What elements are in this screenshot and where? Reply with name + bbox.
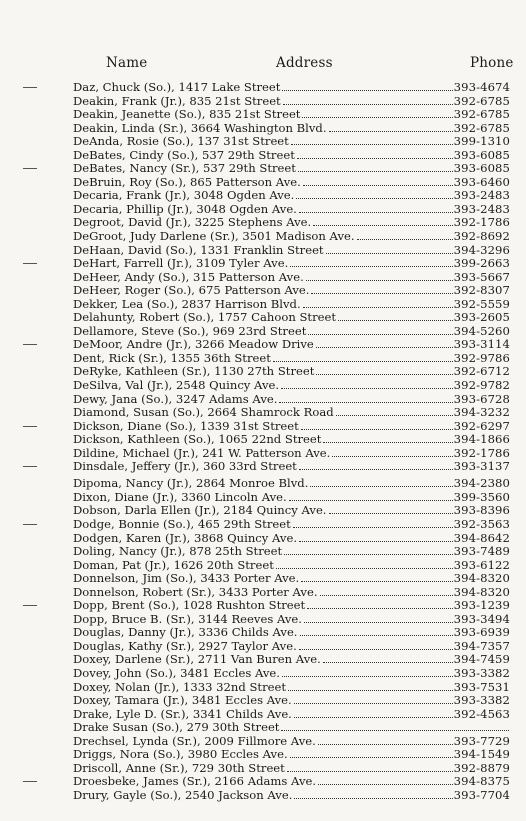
entry-name-address: Dickson, Diane (So.), 1339 31st Street — [73, 418, 299, 433]
entry-name-address: Donnelson, Robert (Sr.), 3433 Porter Ave. — [73, 584, 318, 599]
entry-name-address: Dodge, Bonnie (So.), 465 29th Street — [73, 517, 291, 531]
directory-entry — [73, 572, 510, 586]
dot-leader — [279, 402, 452, 403]
entry-phone: 394-8375 — [453, 774, 510, 789]
dot-leader — [282, 676, 453, 677]
directory-entry — [73, 667, 510, 681]
entry-name-address: Douglas, Danny (Jr.), 3336 Childs Ave. — [73, 625, 298, 640]
directory-entry — [73, 379, 510, 393]
entry-name-address: DeHeer, Roger (So.), 675 Patterson Ave. — [73, 283, 310, 298]
entry-name-address: Decaria, Frank (Jr.), 3048 Ogden Ave. — [73, 188, 295, 203]
dot-leader — [304, 622, 453, 623]
dot-leader — [299, 649, 453, 650]
entry-phone: 394-8642 — [453, 530, 510, 545]
directory-entry — [73, 433, 510, 447]
dot-leader — [276, 568, 453, 569]
entry-phone: 393-7489 — [453, 544, 510, 559]
dot-leader — [300, 635, 453, 636]
entry-name-address: Doxey, Tamara (Jr.), 3481 Eccles Ave. — [73, 693, 292, 708]
entry-phone: 392-9786 — [453, 350, 510, 365]
directory-entry — [73, 230, 510, 244]
entry-phone: 392-4563 — [453, 706, 510, 721]
directory-entry — [73, 775, 510, 789]
entry-name-address: DeRyke, Kathleen (Sr.), 1130 27th Street — [73, 364, 315, 379]
entry-name-address: Donnelson, Jim (So.), 3433 Porter Ave. — [73, 571, 300, 586]
dot-leader — [282, 90, 452, 91]
entry-name-address: Driggs, Nora (So.), 3980 Eccles Ave. — [73, 747, 288, 762]
directory-entry — [73, 176, 510, 190]
directory-entry — [73, 203, 510, 217]
dot-leader — [323, 442, 452, 443]
margin-tick-mark — [23, 605, 37, 606]
directory-entry — [73, 271, 510, 285]
entry-phone: 394-5260 — [453, 323, 510, 338]
directory-entry — [73, 352, 510, 366]
entry-phone: 394-7357 — [453, 638, 510, 653]
dot-leader — [338, 320, 453, 321]
entry-name-address: Dent, Rick (Sr.), 1355 36th Street — [73, 350, 271, 365]
directory-entry — [73, 491, 510, 505]
entry-name-address: Dellamore, Steve (So.), 969 23rd Street — [73, 323, 307, 338]
dot-leader — [288, 690, 453, 691]
directory-entry — [73, 162, 510, 176]
directory-entry — [73, 338, 510, 352]
directory-entry — [73, 613, 510, 627]
dot-leader — [297, 158, 453, 159]
directory-entry — [73, 599, 510, 613]
dot-leader — [301, 429, 453, 430]
entry-name-address: DeBates, Nancy (Sr.), 537 29th Street — [73, 161, 296, 176]
entry-name-address: Drechsel, Lynda (Sr.), 2009 Fillmore Ave. — [73, 733, 316, 748]
entry-phone: 394-3232 — [453, 405, 510, 420]
directory-entry — [73, 477, 510, 491]
dot-leader — [281, 730, 509, 731]
entry-phone: 393-2483 — [453, 201, 510, 216]
entry-phone: 392-6712 — [453, 364, 510, 379]
directory-entry — [73, 189, 510, 203]
directory-entry — [73, 298, 510, 312]
dot-leader — [313, 225, 452, 226]
entry-name-address: Drury, Gayle (So.), 2540 Jackson Ave. — [73, 787, 293, 802]
entry-phone: 392-9782 — [453, 378, 510, 393]
dot-leader — [273, 361, 453, 362]
dot-leader — [299, 212, 453, 213]
entry-name-address: Doman, Pat (Jr.), 1626 20th Street — [73, 557, 274, 572]
entry-name-address: Dopp, Bruce B. (Sr.), 3144 Reeves Ave. — [73, 611, 302, 626]
entry-phone: 392-1786 — [453, 215, 510, 230]
margin-tick-mark — [23, 466, 37, 467]
entry-name-address: Douglas, Kathy (Sr.), 2927 Taylor Ave. — [73, 638, 297, 653]
directory-entry — [73, 311, 510, 325]
directory-entry — [73, 406, 510, 420]
entry-phone: 399-1310 — [453, 134, 510, 149]
directory-entry — [73, 284, 510, 298]
directory-entry — [73, 216, 510, 230]
dot-leader — [357, 239, 453, 240]
directory-entry — [73, 586, 510, 600]
column-header-name: Name — [106, 55, 148, 71]
dot-leader — [293, 527, 453, 528]
dot-leader — [307, 608, 452, 609]
directory-entry — [73, 532, 510, 546]
directory-entry — [73, 81, 510, 95]
entry-phone: 393-6085 — [453, 161, 510, 176]
margin-tick-mark — [23, 87, 37, 88]
entry-name-address: DeBates, Cindy (So.), 537 29th Street — [73, 147, 295, 162]
entry-phone: 393-3382 — [453, 693, 510, 708]
dot-leader — [289, 500, 453, 501]
entry-name-address: Dipoma, Nancy (Jr.), 2864 Monroe Blvd. — [73, 476, 309, 491]
directory-entry — [73, 135, 510, 149]
margin-tick-mark — [23, 781, 37, 782]
dot-leader — [329, 513, 453, 514]
entry-name-address: Daz, Chuck (So.), 1417 Lake Street — [73, 80, 281, 94]
entry-phone: 393-2605 — [453, 310, 510, 325]
directory-entry — [73, 244, 510, 258]
column-header-phone: Phone — [470, 55, 514, 71]
dot-leader — [320, 595, 453, 596]
dot-leader — [308, 334, 452, 335]
entry-phone: 393-6460 — [453, 174, 510, 189]
entry-name-address: Dewy, Jana (So.), 3247 Adams Ave. — [73, 391, 278, 406]
directory-entry — [73, 640, 510, 654]
directory-entry — [73, 460, 510, 474]
entry-name-address: Diamond, Susan (So.), 2664 Shamrock Road — [73, 405, 334, 420]
entry-phone: 393-7704 — [453, 787, 510, 802]
margin-tick-mark — [23, 344, 37, 345]
entry-name-address: Deakin, Frank (Jr.), 835 21st Street — [73, 93, 281, 108]
entry-phone: 394-1866 — [453, 432, 510, 447]
dot-leader — [310, 486, 452, 487]
entry-name-address: Dildine, Michael (Jr.), 241 W. Patterson Ave. — [73, 445, 331, 460]
entry-name-address: Dixon, Diane (Jr.), 3360 Lincoln Ave. — [73, 489, 287, 504]
entry-name-address: Dodgen, Karen (Jr.), 3868 Quincy Ave. — [73, 530, 298, 545]
entry-phone: 394-1549 — [453, 747, 510, 762]
directory-entry — [73, 626, 510, 640]
dot-leader — [326, 253, 453, 254]
directory-entry — [73, 122, 510, 136]
dot-leader — [290, 266, 452, 267]
entry-name-address: Deakin, Linda (Sr.), 3664 Washington Blvd. — [73, 120, 327, 135]
entry-phone: 393-6122 — [453, 557, 510, 572]
directory-entry — [73, 694, 510, 708]
entry-name-address: Delahunty, Robert (So.), 1757 Cahoon Street — [73, 310, 336, 325]
entry-name-address: Doxey, Nolan (Jr.), 1333 32nd Street — [73, 679, 287, 694]
entry-phone: 393-6085 — [453, 147, 510, 162]
directory-entry — [73, 789, 510, 803]
entry-phone: 393-3382 — [453, 666, 510, 681]
dot-leader — [284, 554, 453, 555]
dot-leader — [291, 144, 453, 145]
entry-phone: 393-7531 — [453, 679, 510, 694]
directory-entry — [73, 447, 510, 461]
entry-phone: 394-8320 — [453, 571, 510, 586]
entry-phone: 399-2663 — [453, 256, 510, 271]
directory-entry — [73, 762, 510, 776]
directory-entry — [73, 420, 510, 434]
entry-name-address: DeHaan, David (So.), 1331 Franklin Street — [73, 242, 324, 257]
entry-phone: 392-6785 — [453, 107, 510, 122]
dot-leader — [316, 347, 453, 348]
dot-leader — [296, 198, 452, 199]
entry-phone: 394-2380 — [453, 476, 510, 491]
dot-leader — [299, 469, 453, 470]
directory-entry — [73, 95, 510, 109]
dot-leader — [316, 374, 452, 375]
margin-tick-mark — [23, 524, 37, 525]
dot-leader — [336, 415, 453, 416]
dot-leader — [281, 388, 453, 389]
entry-name-address: Dickson, Kathleen (So.), 1065 22nd Street — [73, 432, 322, 447]
directory-entry — [73, 504, 510, 518]
entry-name-address: Driscoll, Anne (Sr.), 729 30th Street — [73, 760, 285, 775]
entry-name-address: Dinsdale, Jeffery (Jr.), 360 33rd Street — [73, 459, 297, 474]
entry-phone: 392-8692 — [453, 229, 510, 244]
entry-name-address: Doling, Nancy (Jr.), 878 25th Street — [73, 544, 283, 559]
entry-phone: 393-8396 — [453, 503, 510, 518]
entry-phone: 394-3296 — [453, 242, 510, 257]
entry-phone: 393-3114 — [453, 337, 510, 352]
entry-phone: 393-4674 — [453, 80, 510, 94]
entry-name-address: DeAnda, Rosie (So.), 137 31st Street — [73, 134, 289, 149]
entry-name-address: DeGroot, Judy Darlene (Sr.), 3501 Madison Ave. — [73, 229, 355, 244]
directory-entry — [73, 108, 510, 122]
margin-tick-mark — [23, 426, 37, 427]
directory-entry — [73, 365, 510, 379]
entry-phone: 399-3560 — [453, 489, 510, 504]
entry-name-address: Dovey, John (So.), 3481 Eccles Ave. — [73, 666, 280, 681]
dot-leader — [299, 541, 453, 542]
entry-name-address: DeHeer, Andy (So.), 315 Patterson Ave. — [73, 269, 304, 284]
entry-phone: 393-6728 — [453, 391, 510, 406]
dot-leader — [294, 717, 453, 718]
dot-leader — [301, 581, 452, 582]
dot-leader — [302, 117, 452, 118]
directory-entry — [73, 721, 510, 735]
dot-leader — [287, 771, 453, 772]
entry-name-address: Dobson, Darla Ellen (Jr.), 2184 Quincy Ave. — [73, 503, 327, 518]
entry-phone: 393-2483 — [453, 188, 510, 203]
directory-entry — [73, 325, 510, 339]
entry-phone: 392-8879 — [453, 760, 510, 775]
dot-leader — [298, 171, 453, 172]
entry-name-address: Droesbeke, James (Sr.), 2166 Adams Ave. — [73, 774, 317, 789]
margin-tick-mark — [23, 263, 37, 264]
directory-list — [73, 81, 510, 802]
entry-phone: 392-5559 — [453, 296, 510, 311]
entry-name-address: Drake Susan (So.), 279 30th Street — [73, 720, 280, 735]
dot-leader — [329, 131, 453, 132]
dot-leader — [283, 104, 453, 105]
dot-leader — [303, 307, 453, 308]
entry-name-address: DeHart, Farrell (Jr.), 3109 Tyler Ave. — [73, 256, 289, 271]
entry-name-address: Degroot, David (Jr.), 3225 Stephens Ave. — [73, 215, 312, 230]
entry-name-address: Decaria, Phillip (Jr.), 3048 Ogden Ave. — [73, 201, 297, 216]
directory-entry — [73, 393, 510, 407]
margin-tick-mark — [23, 168, 37, 169]
dot-leader — [294, 703, 453, 704]
entry-phone: 392-6785 — [453, 93, 510, 108]
dot-leader — [303, 185, 453, 186]
dot-leader — [290, 757, 453, 758]
entry-phone: 393-7729 — [453, 733, 510, 748]
entry-phone: 393-3137 — [453, 459, 510, 474]
entry-phone: 392-8307 — [453, 283, 510, 298]
directory-entry — [73, 257, 510, 271]
directory-entry — [73, 545, 510, 559]
entry-name-address: DeSilva, Val (Jr.), 2548 Quincy Ave. — [73, 378, 280, 393]
entry-phone: 392-3563 — [453, 517, 510, 531]
dot-leader — [294, 798, 452, 799]
directory-entry — [73, 149, 510, 163]
directory-entry — [73, 748, 510, 762]
entry-phone: 393-1239 — [453, 598, 510, 613]
dot-leader — [318, 744, 453, 745]
directory-entry — [73, 559, 510, 573]
dot-leader — [323, 662, 453, 663]
entry-phone: 394-8320 — [453, 584, 510, 599]
entry-phone: 392-6785 — [453, 120, 510, 135]
dot-leader — [332, 456, 452, 457]
entry-phone: 394-7459 — [453, 652, 510, 667]
dot-leader — [318, 784, 453, 785]
entry-phone: 392-6297 — [453, 418, 510, 433]
directory-entry — [73, 653, 510, 667]
directory-entry — [73, 735, 510, 749]
entry-name-address: Dopp, Brent (So.), 1028 Rushton Street — [73, 598, 306, 613]
directory-entry — [73, 518, 510, 532]
directory-entry — [73, 708, 510, 722]
entry-phone: 393-5667 — [453, 269, 510, 284]
column-header-address: Address — [276, 55, 333, 71]
entry-name-address: Deakin, Jeanette (So.), 835 21st Street — [73, 107, 301, 122]
dot-leader — [311, 293, 452, 294]
entry-name-address: DeMoor, Andre (Jr.), 3266 Meadow Drive — [73, 337, 314, 352]
entry-phone: 393-6939 — [453, 625, 510, 640]
entry-name-address: DeBruin, Roy (So.), 865 Patterson Ave. — [73, 174, 301, 189]
entry-name-address: Doxey, Darlene (Sr.), 2711 Van Buren Ave. — [73, 652, 321, 667]
entry-name-address: Drake, Lyle D. (Sr.), 3341 Childs Ave. — [73, 706, 292, 721]
entry-phone: 393-3494 — [453, 611, 510, 626]
directory-entry — [73, 681, 510, 695]
dot-leader — [306, 280, 453, 281]
entry-name-address: Dekker, Lea (So.), 2837 Harrison Blvd. — [73, 296, 301, 311]
entry-phone: 392-1786 — [453, 445, 510, 460]
